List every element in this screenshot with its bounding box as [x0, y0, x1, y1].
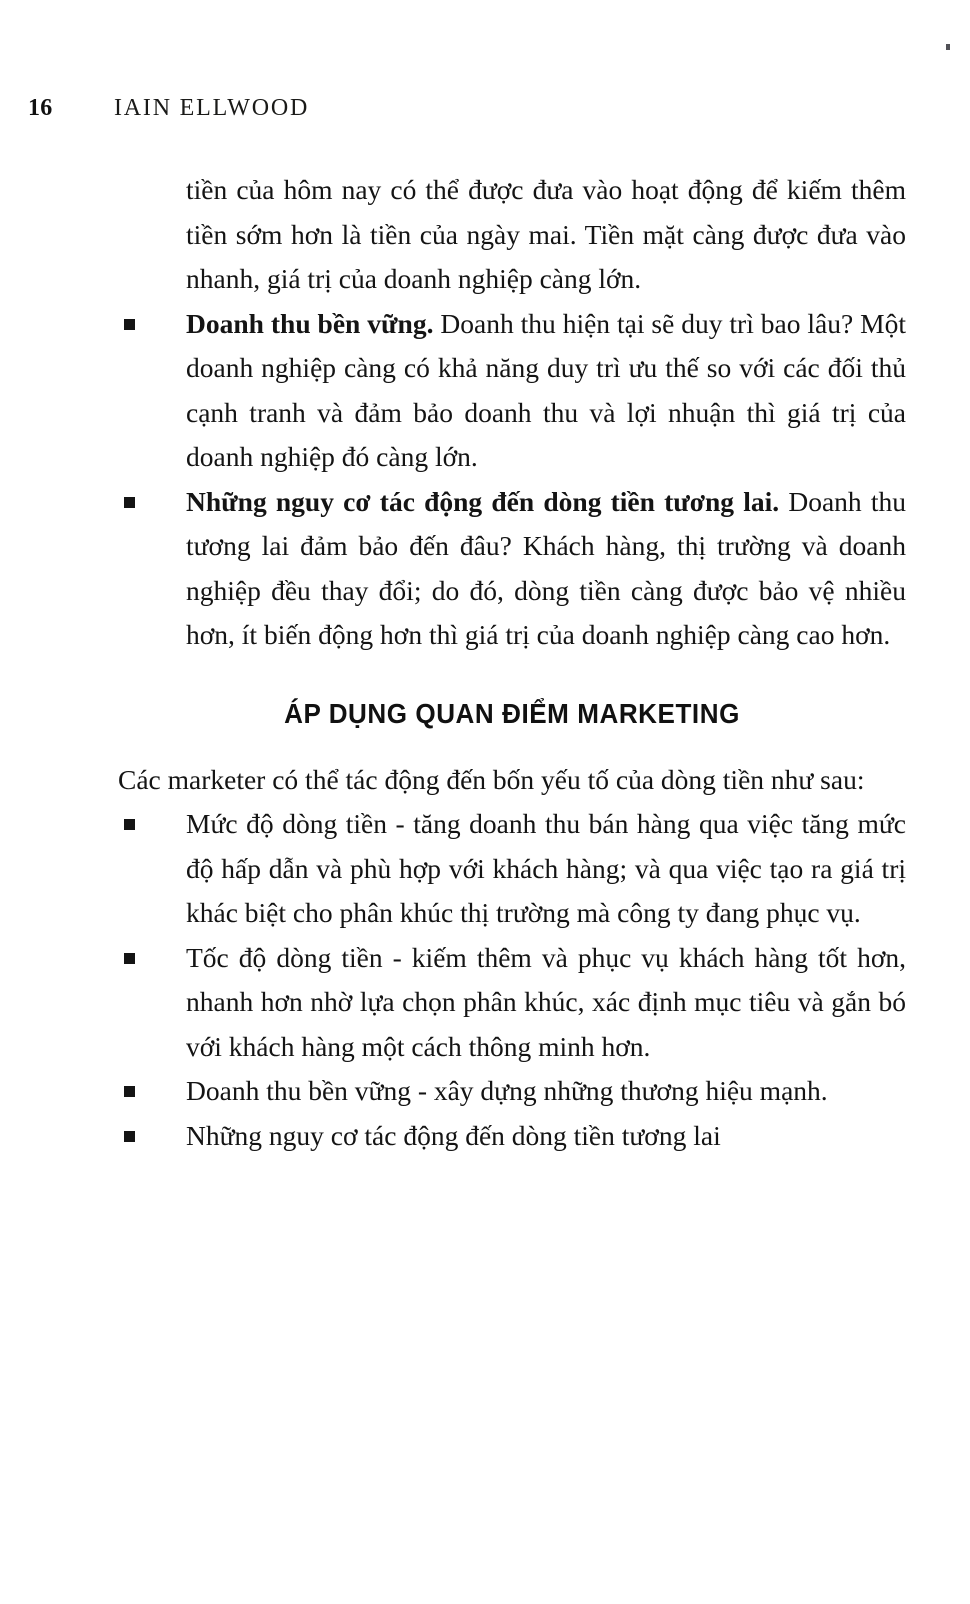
list-item: [118, 480, 906, 658]
list-item-body: Doanh thu tương lai đảm bảo đến đâu? Khách hàng, thị trường và doanh nghiệp đều thay đổi; do đó, dòng tiền càng được bảo vệ nhiều hơn, ít biến động hơn thì giá trị của doanh nghiệp càng cao hơn.: [186, 485, 906, 650]
square-bullet-icon: [124, 819, 135, 830]
list-item: [118, 302, 906, 480]
list-item: [118, 1114, 906, 1159]
list-item-lead: Những nguy cơ tác động đến dòng tiền tương lai.: [186, 485, 780, 517]
square-bullet-icon: [124, 319, 135, 330]
list-item: [118, 936, 906, 1070]
running-head: [0, 95, 970, 129]
section-heading: ÁP DỤNG QUAN ĐIỂM MARKETING: [284, 697, 740, 729]
spacer: [118, 658, 906, 698]
list-item-text: Mức độ dòng tiền - tăng doanh thu bán hàng qua việc tăng mức độ hấp dẫn và phù hợp với khách hàng; và qua việc tạo ra giá trị khác biệt cho phân khúc thị trường mà công ty đang phục vụ.: [186, 808, 906, 928]
bullet-list-bottom: [118, 802, 906, 1158]
list-item-text: Doanh thu bền vững - xây dựng những thương hiệu mạnh.: [186, 1075, 828, 1106]
square-bullet-icon: [124, 1086, 135, 1097]
list-item-body: Doanh thu hiện tại sẽ duy trì bao lâu? Một doanh nghiệp càng có khả năng duy trì ưu thế so với các đối thủ cạnh tranh và đảm bảo doanh thu và lợi nhuận thì giá trị của doanh nghiệp đó càng lớn.: [186, 307, 906, 472]
text-block: [118, 168, 906, 1158]
intro-paragraph: Các marketer có thể tác động đến bốn yếu tố của dòng tiền như sau:: [118, 763, 865, 795]
list-item-text: [186, 302, 906, 480]
spacer: [118, 730, 906, 758]
square-bullet-icon: [124, 497, 135, 508]
list-item: [118, 1069, 906, 1114]
list-item: [118, 802, 906, 936]
bullet-list-top: [118, 302, 906, 658]
scan-speck: [946, 44, 950, 50]
continued-paragraph: tiền của hôm nay có thể được đưa vào hoạt động để kiếm thêm tiền sớm hơn là tiền của ngày mai. Tiền mặt càng được đưa vào nhanh, giá trị của doanh nghiệp càng lớn.: [186, 174, 906, 294]
list-item-text: Tốc độ dòng tiền - kiếm thêm và phục vụ khách hàng tốt hơn, nhanh hơn nhờ lựa chọn phân khúc, xác định mục tiêu và gắn bó với khách hàng một cách thông minh hơn.: [186, 941, 906, 1062]
square-bullet-icon: [124, 953, 135, 964]
list-item-text: [186, 480, 906, 658]
list-item-text: Những nguy cơ tác động đến dòng tiền tương lai: [186, 1119, 721, 1151]
list-item-lead: Doanh thu bền vững.: [186, 307, 434, 339]
author-name: IAIN ELLWOOD: [114, 95, 310, 121]
square-bullet-icon: [124, 1131, 135, 1142]
page-number: 16: [28, 95, 53, 121]
